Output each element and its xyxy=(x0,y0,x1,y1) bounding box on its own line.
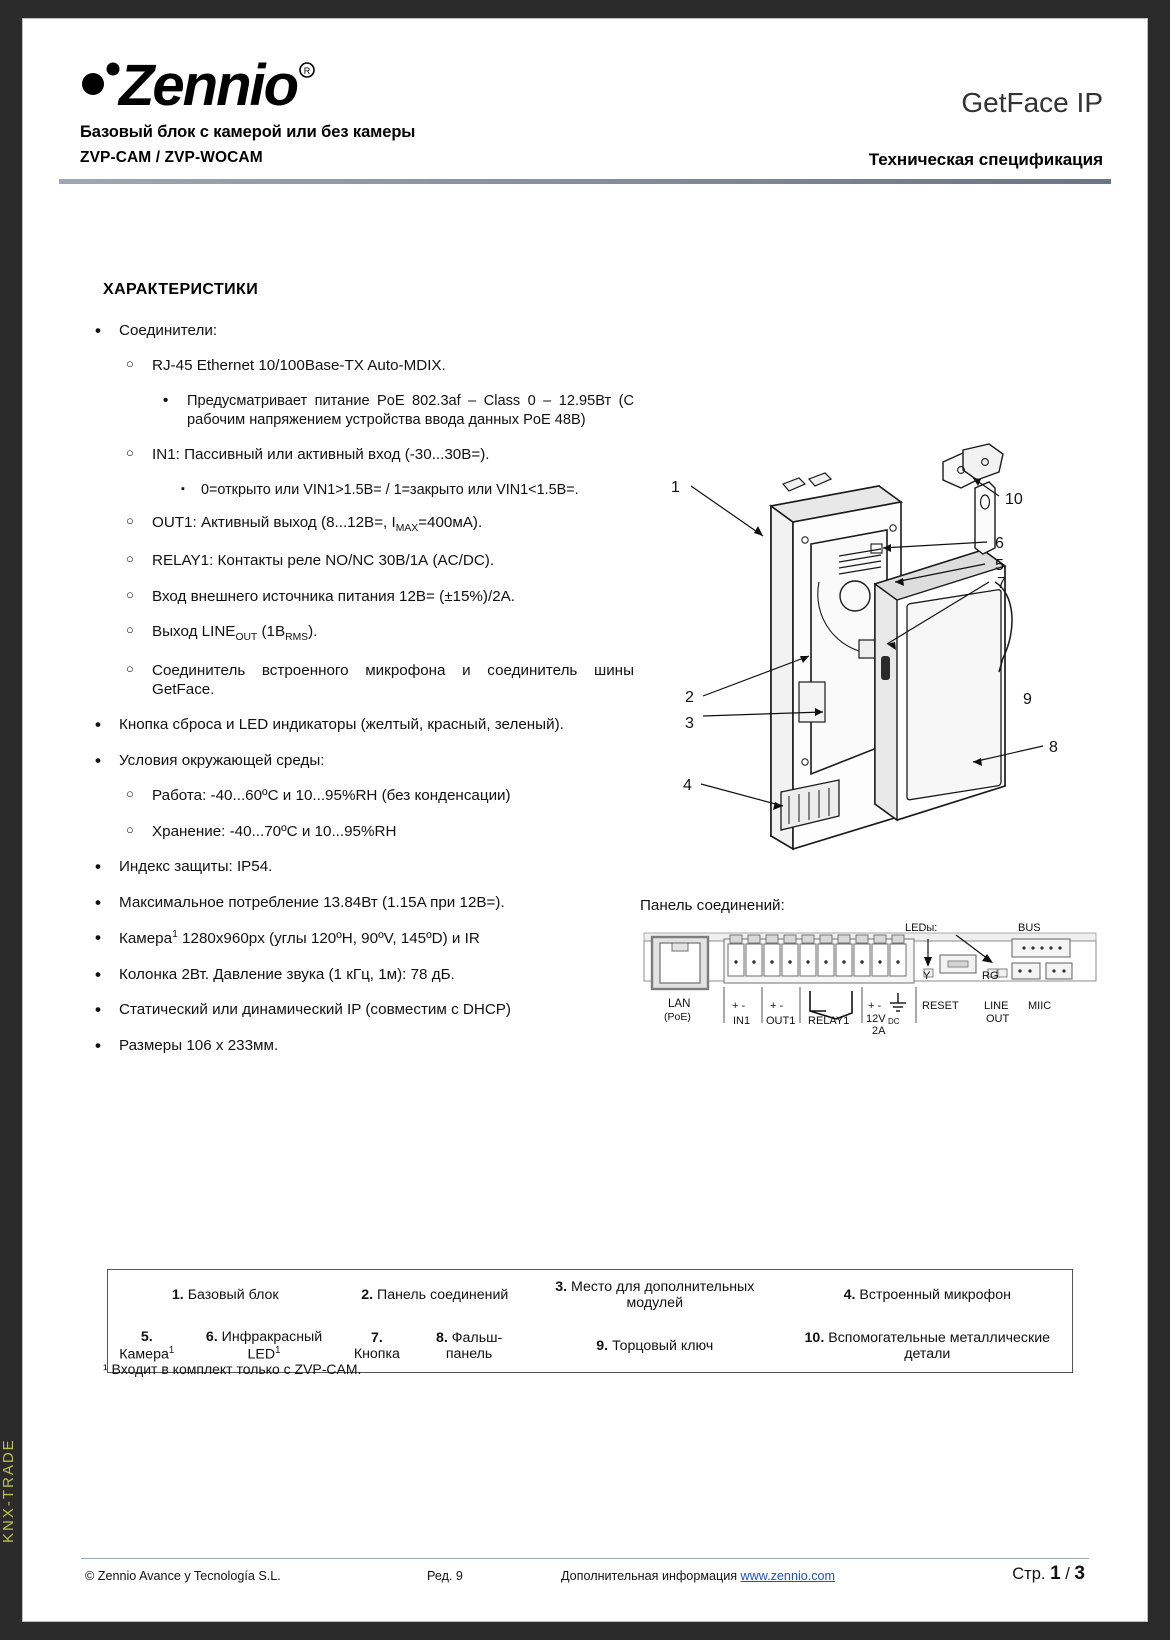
zennio-website-link[interactable]: www.zennio.com xyxy=(740,1569,836,1583)
legend-label: Кнопка xyxy=(353,1345,400,1362)
callout-7: 7 xyxy=(997,575,1006,592)
bullet-circle: ○ xyxy=(126,660,134,676)
list-item-text: OUT1: Активный выход (8...12В=, $I_{MAX}=400мА$). xyxy=(152,514,483,535)
table-row xyxy=(108,1270,1072,1320)
bullet-disc: • xyxy=(95,1035,101,1055)
list-item xyxy=(89,513,634,535)
callout-6: 6 xyxy=(995,535,1004,552)
page-separator: / xyxy=(1060,1565,1075,1583)
legend-number: 8. xyxy=(435,1329,448,1346)
callout-4: 4 xyxy=(683,777,692,794)
list-item-text: Вход внешнего источника питания 12В= (±15%)/2A. xyxy=(152,587,516,605)
legend-footnote-marker: 1 xyxy=(168,1345,175,1356)
page-current: 1 xyxy=(1050,1563,1061,1584)
list-item xyxy=(89,822,634,841)
list-item xyxy=(89,1036,634,1055)
list-item xyxy=(89,893,634,912)
bullet-disc: • xyxy=(95,892,101,912)
bullet-circle: ○ xyxy=(126,445,134,461)
bullet-disc: • xyxy=(95,715,101,735)
line-label: LINE xyxy=(984,1000,1009,1012)
power-polarity: + - xyxy=(868,1000,882,1012)
bullet-disc: • xyxy=(95,964,101,984)
list-item-text: Работа: -40...60ºC и 10...95%RH (без конденсации) xyxy=(152,787,511,805)
list-item-text: RELAY1: Контакты реле NO/NC 30В/1А (AC/DC). xyxy=(152,552,495,570)
legend-cell-10 xyxy=(783,1320,1072,1372)
reset-label: RESET xyxy=(922,1000,959,1012)
list-item-text: Предусматривает питание PoE 802.3af – Class 0 – 12.95Вт (С рабочим напряжением устройства ввода данных PoE 48В) xyxy=(187,392,634,428)
list-item xyxy=(89,356,634,375)
page-total: 3 xyxy=(1074,1563,1085,1584)
callout-2: 2 xyxy=(685,689,694,706)
list-item-text: Статический или динамический IP (совместим с DHCP) xyxy=(119,1001,511,1019)
in1-polarity: + - xyxy=(732,1000,746,1012)
bullet-circle: ○ xyxy=(126,356,134,372)
connection-panel-diagram xyxy=(640,917,1100,1047)
legend-label: Встроенный микрофон xyxy=(859,1287,1011,1303)
callout-9: 9 xyxy=(1023,691,1032,708)
svg-text:R: R xyxy=(303,66,311,76)
legend-number: 1. xyxy=(171,1287,184,1303)
device-exploded-diagram xyxy=(643,444,1103,884)
legend-footnote: ¹ Входит в комплект только с ZVP-CAM. xyxy=(103,1361,362,1377)
list-item-text: Выход $LINE_{OUT}$ $(1В_{RMS})$. xyxy=(152,623,318,644)
callout-3: 3 xyxy=(685,715,694,732)
zennio-logo xyxy=(75,53,325,118)
out1-label: OUT1 xyxy=(766,1015,796,1027)
page-footer xyxy=(23,1563,1147,1595)
list-item-text: IN1: Пассивный или активный вход (-30...30В=). xyxy=(152,446,490,464)
list-item xyxy=(89,321,634,340)
legend-cell-9 xyxy=(527,1320,783,1372)
relay1-label: RELAY1 xyxy=(808,1015,850,1027)
list-item-text: Индекс защиты: IP54. xyxy=(119,858,273,876)
bullet-disc: • xyxy=(95,321,101,340)
list-item xyxy=(89,622,634,644)
callout-8: 8 xyxy=(1049,739,1058,756)
connection-panel-caption: Панель соединений: xyxy=(640,897,785,914)
power-sub-label: DC xyxy=(888,1017,900,1026)
bullet-disc: • xyxy=(95,857,101,877)
list-item xyxy=(89,445,634,464)
legend-cell-1 xyxy=(108,1270,343,1320)
legend-label: Базовый блок xyxy=(187,1287,279,1303)
power-amp-label: 2A xyxy=(872,1025,886,1037)
legend-cell-2 xyxy=(343,1270,527,1320)
list-item-text: RJ-45 Ethernet 10/100Base-TX Auto-MDIX. xyxy=(152,357,446,375)
leds-label: LEDы: xyxy=(905,922,938,934)
page-prefix: Стр. xyxy=(1012,1565,1051,1583)
led-yellow-label: Y xyxy=(923,970,931,982)
document-type: Техническая спецификация xyxy=(868,150,1103,169)
legend-number: 3. xyxy=(555,1279,568,1295)
list-item-text: Соединители: xyxy=(119,322,218,339)
list-item xyxy=(89,928,634,949)
svg-text:Zennio: Zennio xyxy=(119,53,298,118)
footer-info-prefix: Дополнительная информация xyxy=(561,1569,741,1583)
section-title: ХАРАКТЕРИСТИКИ xyxy=(103,281,259,298)
list-item-text: 0=открыто или VIN1>1.5В= / 1=закрыто или VIN1<1.5В=. xyxy=(201,481,579,498)
list-item xyxy=(89,965,634,984)
legend-footnote-marker: 1 xyxy=(275,1345,281,1356)
footer-info xyxy=(561,1569,835,1583)
legend-cell-8 xyxy=(411,1320,527,1372)
watermark-text: KNX-TRADE xyxy=(0,1438,17,1543)
list-item xyxy=(89,751,634,770)
list-item-text: Колонка 2Вт. Давление звука (1 кГц, 1м): 78 дБ. xyxy=(119,965,455,983)
legend-number: 9. xyxy=(596,1337,609,1354)
legend-label: Торцовый ключ xyxy=(612,1337,714,1354)
legend-number: 4. xyxy=(843,1287,856,1303)
callout-5: 5 xyxy=(995,557,1004,574)
bullet-circle: ○ xyxy=(126,622,134,638)
legend-label: Инфракрасный LED xyxy=(221,1329,323,1363)
legend-cell-4 xyxy=(783,1270,1072,1320)
legend-label: Фальш-панель xyxy=(445,1329,503,1362)
out1-polarity: + - xyxy=(770,1000,784,1012)
bullet-circle: ○ xyxy=(126,551,134,567)
footer-copyright: © Zennio Avance y Tecnología S.L. xyxy=(85,1569,281,1583)
list-item xyxy=(89,587,634,606)
document-page xyxy=(0,18,1148,1622)
lan-label: LAN xyxy=(668,998,691,1010)
line-out-label: OUT xyxy=(986,1013,1010,1025)
legend-number: 5. xyxy=(140,1329,153,1345)
list-item-text: Камера$^1$ 1280x960px (углы 120ºH, 90ºV, 145ºD) и IR xyxy=(119,929,480,948)
legend-number: 7. xyxy=(370,1329,383,1346)
bullet-circle: ○ xyxy=(126,513,134,529)
list-item-text: Размеры 106 x 233мм. xyxy=(119,1036,279,1054)
list-item xyxy=(89,551,634,570)
list-item-text: Условия окружающей среды: xyxy=(119,751,325,769)
footer-revision: Ред. 9 xyxy=(427,1569,463,1583)
page-header xyxy=(23,19,1147,169)
callout-10: 10 xyxy=(1005,491,1023,508)
list-item-text: Максимальное потребление 13.84Вт (1.15A при 12В=). xyxy=(119,893,505,911)
legend-cell-3 xyxy=(527,1270,783,1320)
bullet-circle: ○ xyxy=(126,786,134,802)
legend-label: Панель соединений xyxy=(377,1287,509,1303)
lan-poe-label: (PoE) xyxy=(664,1011,691,1023)
product-title: GetFace IP xyxy=(961,87,1103,118)
list-item-text: Соединитель встроенного микрофона и соединитель шины GetFace. xyxy=(152,661,634,699)
legend-table xyxy=(107,1269,1073,1373)
footer-page-number xyxy=(1012,1563,1085,1585)
bullet-disc: • xyxy=(95,1000,101,1020)
bullet-circle: ○ xyxy=(126,821,134,837)
led-rg-label: RG xyxy=(982,970,999,982)
footer-divider xyxy=(81,1558,1089,1559)
bullet-circle: ○ xyxy=(126,586,134,602)
miic-label: MIIC xyxy=(1028,1000,1052,1012)
bus-label: BUS xyxy=(1018,922,1041,934)
specifications-list xyxy=(89,321,634,1071)
legend-number: 10. xyxy=(804,1329,825,1346)
bullet-disc: • xyxy=(95,928,101,948)
list-item-text: Кнопка сброса и LED индикаторы (желтый, красный, зеленый). xyxy=(119,716,564,734)
power-label: 12V xyxy=(866,1013,886,1025)
bullet-disc: • xyxy=(95,750,101,770)
header-divider-highlight xyxy=(59,184,1111,186)
list-item xyxy=(89,786,634,805)
header-model-codes: ZVP-CAM / ZVP-WOCAM xyxy=(80,149,263,166)
legend-label: Камера xyxy=(119,1346,169,1363)
header-subtitle: Базовый блок с камерой или без камеры xyxy=(80,123,416,141)
callout-1: 1 xyxy=(671,479,680,496)
legend-number: 6. xyxy=(205,1329,218,1345)
list-item-text: Хранение: -40...70ºC и 10...95%RH xyxy=(152,822,397,840)
in1-label: IN1 xyxy=(733,1015,751,1027)
legend-label: Место для дополнительных модулей xyxy=(571,1279,755,1311)
list-item xyxy=(89,857,634,876)
legend-label: Вспомогательные металлические детали xyxy=(828,1329,1051,1362)
list-item xyxy=(89,1000,634,1019)
list-item xyxy=(89,661,634,700)
bullet-disc: • xyxy=(163,391,169,409)
list-item xyxy=(89,392,634,429)
bullet-square: ▪ xyxy=(181,482,185,495)
list-item xyxy=(89,715,634,734)
legend-number: 2. xyxy=(361,1287,374,1303)
list-item xyxy=(89,481,634,499)
